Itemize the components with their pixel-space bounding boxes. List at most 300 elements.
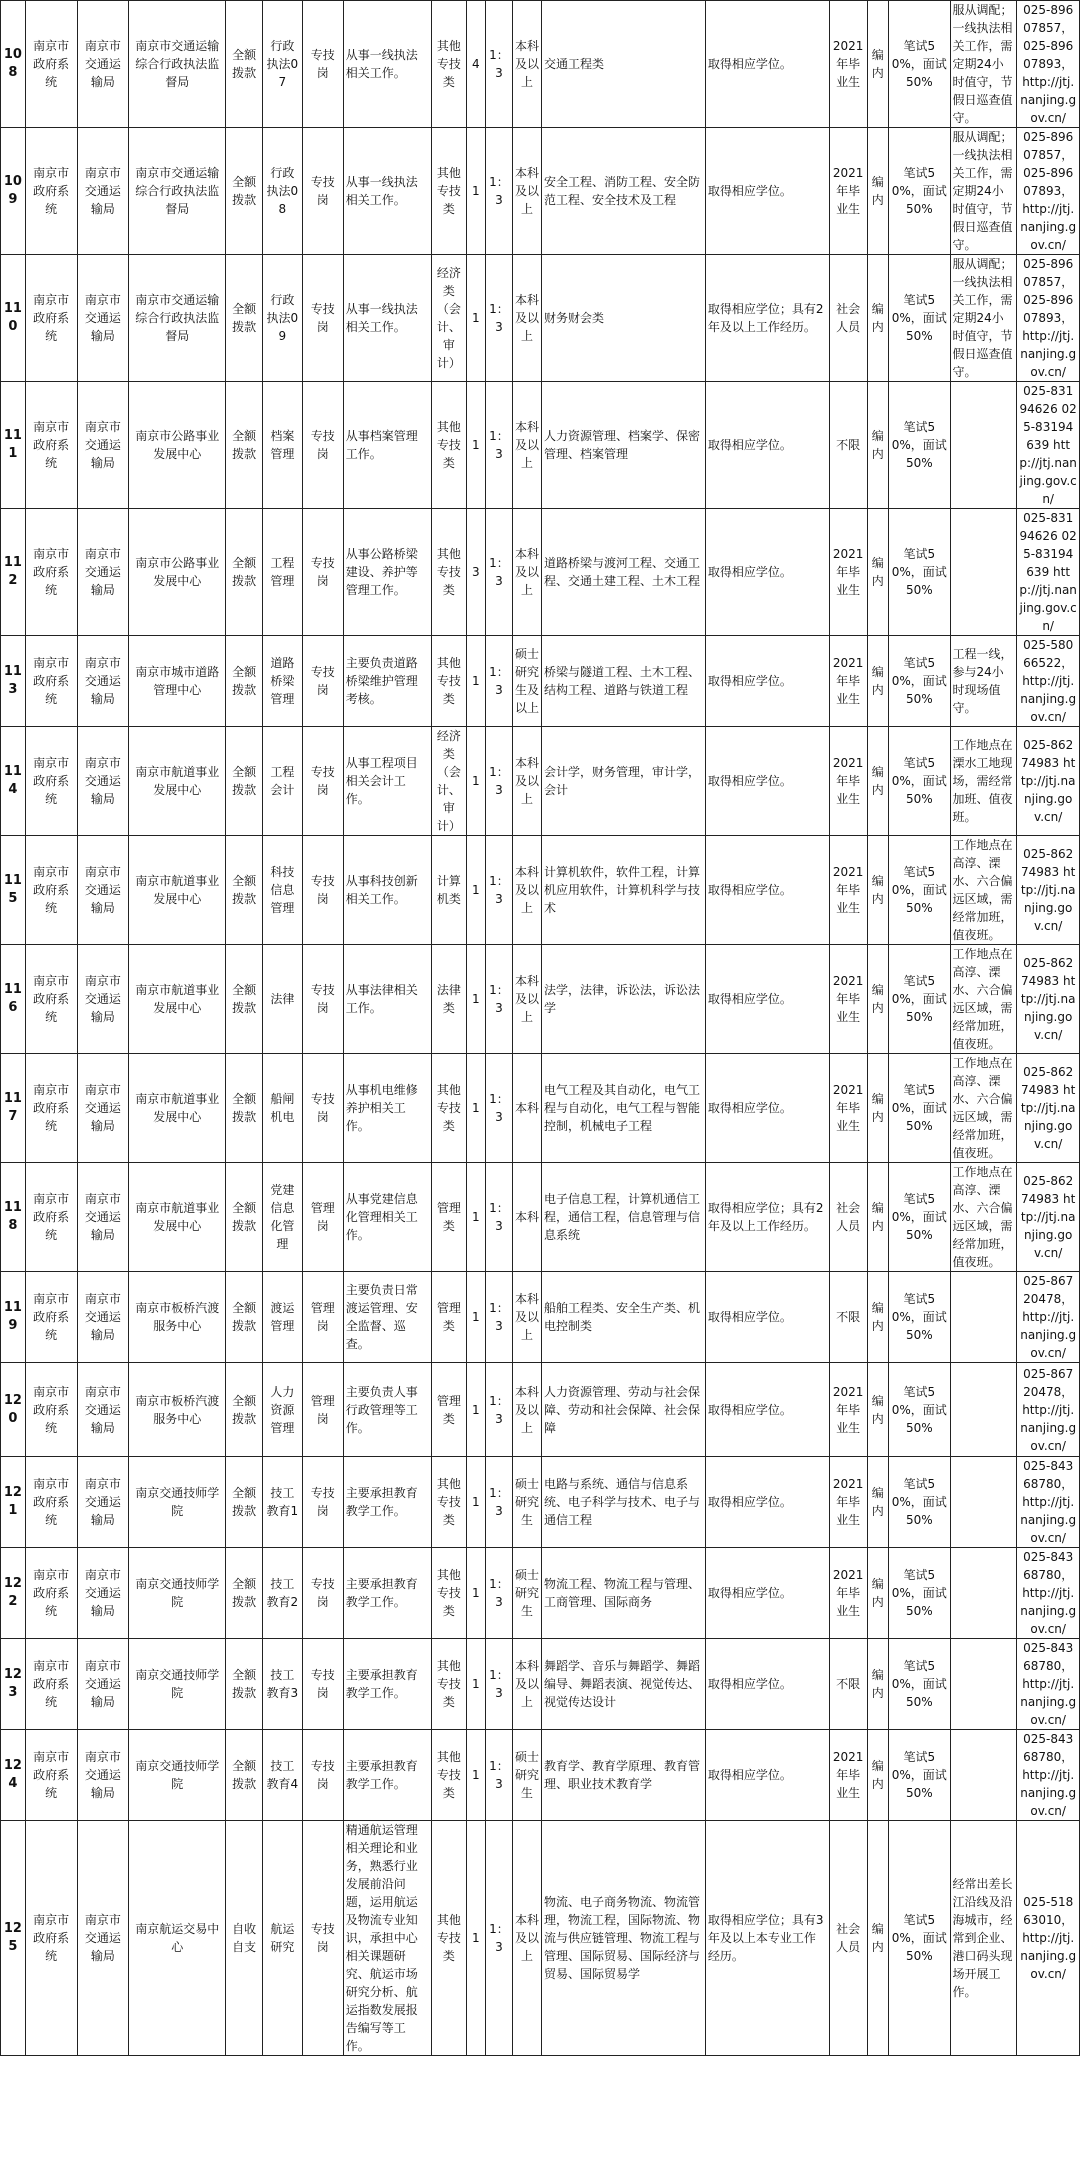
remarks: [950, 1272, 1017, 1363]
exam-ratio: 1：3: [485, 1730, 512, 1821]
position-type: 专技岗: [302, 1054, 343, 1163]
education-requirement: 本科及以上: [512, 836, 541, 945]
education-requirement: 本科及以上: [512, 1639, 541, 1730]
applicant-target: 2021年毕业生: [829, 727, 867, 836]
position-type: 专技岗: [302, 1639, 343, 1730]
hiring-unit: 南京市航道事业发展中心: [129, 727, 226, 836]
staffing-type: 编内: [867, 382, 889, 509]
other-requirement: 取得相应学位；具有3年及以上本专业工作经历。: [705, 1821, 829, 2056]
hiring-unit: 南京市板桥汽渡服务中心: [129, 1363, 226, 1457]
funding-type: 全额拨款: [226, 1272, 263, 1363]
contact-info: 025-58066522，http://jtj.nanjing.gov.cn/: [1017, 636, 1080, 727]
staffing-type: 编内: [867, 945, 889, 1054]
other-requirement: 取得相应学位。: [705, 1272, 829, 1363]
position-category: 其他专技类: [432, 1548, 466, 1639]
remarks: [950, 382, 1017, 509]
contact-info: 025-89607857，025-89607893，http://jtj.nanjing.gov.cn/: [1017, 1, 1080, 128]
contact-info: 025-83194626 025-83194639 http://jtj.nanjing.gov.cn/: [1017, 509, 1080, 636]
major-requirement: 道路桥梁与渡河工程、交通工程、交通土建工程、土木工程: [542, 509, 706, 636]
contact-info: 025-86274983 http://jtj.nanjing.gov.cn/: [1017, 1054, 1080, 1163]
hiring-authority: 南京市交通运输局: [77, 1272, 129, 1363]
row-number: 113: [1, 636, 26, 727]
major-requirement: 电子信息工程，计算机通信工程，通信工程，信息管理与信息系统: [542, 1163, 706, 1272]
table-row: [1, 945, 1080, 1054]
position-category: 其他专技类: [432, 128, 466, 255]
position-name: 航运研究: [262, 1821, 302, 2056]
funding-type: 全额拨款: [226, 1363, 263, 1457]
contact-info: 025-86720478，http://jtj.nanjing.gov.cn/: [1017, 1363, 1080, 1457]
education-requirement: 本科及以上: [512, 255, 541, 382]
position-name: 行政执法07: [262, 1, 302, 128]
remarks: 工作地点在溧水工地现场，需经常加班、值夜班。: [950, 727, 1017, 836]
major-requirement: 电气工程及其自动化，电气工程与自动化，电气工程与智能控制，机械电子工程: [542, 1054, 706, 1163]
headcount: 1: [466, 945, 485, 1054]
row-number: 121: [1, 1457, 26, 1548]
table-row: [1, 836, 1080, 945]
funding-type: 全额拨款: [226, 1639, 263, 1730]
position-type: 管理岗: [302, 1163, 343, 1272]
education-requirement: 硕士研究生: [512, 1457, 541, 1548]
department-system: 南京市政府系统: [25, 836, 77, 945]
funding-type: 全额拨款: [226, 945, 263, 1054]
funding-type: 全额拨款: [226, 382, 263, 509]
funding-type: 全额拨款: [226, 1457, 263, 1548]
department-system: 南京市政府系统: [25, 1457, 77, 1548]
exam-ratio: 1：3: [485, 255, 512, 382]
exam-ratio: 1：3: [485, 1457, 512, 1548]
applicant-target: 2021年毕业生: [829, 636, 867, 727]
other-requirement: 取得相应学位。: [705, 945, 829, 1054]
score-weighting: 笔试50%，面试50%: [889, 636, 950, 727]
headcount: 1: [466, 1548, 485, 1639]
funding-type: 全额拨款: [226, 636, 263, 727]
hiring-authority: 南京市交通运输局: [77, 1163, 129, 1272]
exam-ratio: 1：3: [485, 509, 512, 636]
hiring-unit: 南京交通技师学院: [129, 1639, 226, 1730]
position-name: 技工教育1: [262, 1457, 302, 1548]
staffing-type: 编内: [867, 1639, 889, 1730]
major-requirement: 物流、电子商务物流、物流管理，物流工程，国际物流、物流与供应链管理、物流工程与管理、国际贸易、国际经济与贸易、国际贸易学: [542, 1821, 706, 2056]
hiring-authority: 南京市交通运输局: [77, 836, 129, 945]
education-requirement: 硕士研究生: [512, 1730, 541, 1821]
score-weighting: 笔试50%，面试50%: [889, 1054, 950, 1163]
headcount: 1: [466, 1457, 485, 1548]
education-requirement: 硕士研究生及以上: [512, 636, 541, 727]
applicant-target: 2021年毕业生: [829, 509, 867, 636]
hiring-unit: 南京市板桥汽渡服务中心: [129, 1272, 226, 1363]
staffing-type: 编内: [867, 1054, 889, 1163]
other-requirement: 取得相应学位。: [705, 1730, 829, 1821]
headcount: 1: [466, 1272, 485, 1363]
exam-ratio: 1：3: [485, 1639, 512, 1730]
position-description: 精通航运管理相关理论和业务，熟悉行业发展前沿问题，运用航运及物流专业知识，承担中心相关课题研究、航运市场研究分析、航运指数发展报告编写等工作。: [343, 1821, 431, 2056]
headcount: 1: [466, 1054, 485, 1163]
department-system: 南京市政府系统: [25, 1163, 77, 1272]
other-requirement: 取得相应学位。: [705, 636, 829, 727]
education-requirement: 本科及以上: [512, 945, 541, 1054]
headcount: 1: [466, 636, 485, 727]
applicant-target: 社会人员: [829, 1821, 867, 2056]
position-description: 主要负责道路桥梁维护管理考核。: [343, 636, 431, 727]
department-system: 南京市政府系统: [25, 636, 77, 727]
major-requirement: 船舶工程类、安全生产类、机电控制类: [542, 1272, 706, 1363]
row-number: 112: [1, 509, 26, 636]
position-description: 从事机电维修养护相关工作。: [343, 1054, 431, 1163]
major-requirement: 人力资源管理、劳动与社会保障、劳动和社会保障、社会保障: [542, 1363, 706, 1457]
position-type: 专技岗: [302, 1457, 343, 1548]
score-weighting: 笔试50%，面试50%: [889, 836, 950, 945]
hiring-authority: 南京市交通运输局: [77, 1363, 129, 1457]
contact-info: 025-84368780，http://jtj.nanjing.gov.cn/: [1017, 1457, 1080, 1548]
score-weighting: 笔试50%，面试50%: [889, 128, 950, 255]
hiring-unit: 南京市公路事业发展中心: [129, 509, 226, 636]
contact-info: 025-86274983 http://jtj.nanjing.gov.cn/: [1017, 727, 1080, 836]
staffing-type: 编内: [867, 509, 889, 636]
row-number: 110: [1, 255, 26, 382]
row-number: 124: [1, 1730, 26, 1821]
applicant-target: 2021年毕业生: [829, 1730, 867, 1821]
hiring-authority: 南京市交通运输局: [77, 636, 129, 727]
position-description: 主要承担教育教学工作。: [343, 1730, 431, 1821]
exam-ratio: 1：3: [485, 382, 512, 509]
headcount: 1: [466, 1821, 485, 2056]
headcount: 3: [466, 509, 485, 636]
position-category: 其他专技类: [432, 382, 466, 509]
position-type: 专技岗: [302, 636, 343, 727]
headcount: 1: [466, 1163, 485, 1272]
headcount: 1: [466, 382, 485, 509]
staffing-type: 编内: [867, 727, 889, 836]
position-category: 其他专技类: [432, 1, 466, 128]
table-row: [1, 1639, 1080, 1730]
row-number: 123: [1, 1639, 26, 1730]
contact-info: 025-86720478，http://jtj.nanjing.gov.cn/: [1017, 1272, 1080, 1363]
position-name: 道路桥梁管理: [262, 636, 302, 727]
position-type: 专技岗: [302, 727, 343, 836]
education-requirement: 本科及以上: [512, 128, 541, 255]
table-row: [1, 382, 1080, 509]
department-system: 南京市政府系统: [25, 1054, 77, 1163]
position-description: 从事档案管理工作。: [343, 382, 431, 509]
row-number: 120: [1, 1363, 26, 1457]
row-number: 116: [1, 945, 26, 1054]
row-number: 109: [1, 128, 26, 255]
hiring-authority: 南京市交通运输局: [77, 1730, 129, 1821]
table-row: [1, 509, 1080, 636]
other-requirement: 取得相应学位。: [705, 1639, 829, 1730]
hiring-authority: 南京市交通运输局: [77, 1054, 129, 1163]
position-description: 从事党建信息化管理相关工作。: [343, 1163, 431, 1272]
contact-info: 025-89607857，025-89607893，http://jtj.nanjing.gov.cn/: [1017, 255, 1080, 382]
contact-info: 025-84368780，http://jtj.nanjing.gov.cn/: [1017, 1730, 1080, 1821]
education-requirement: 本科: [512, 1054, 541, 1163]
department-system: 南京市政府系统: [25, 945, 77, 1054]
major-requirement: 人力资源管理、档案学、保密管理、档案管理: [542, 382, 706, 509]
remarks: 工作地点在高淳、溧水、六合偏远区域，需经常加班，值夜班。: [950, 945, 1017, 1054]
funding-type: 全额拨款: [226, 1730, 263, 1821]
department-system: 南京市政府系统: [25, 1821, 77, 2056]
position-category: 管理类: [432, 1163, 466, 1272]
remarks: [950, 1548, 1017, 1639]
position-description: 从事一线执法相关工作。: [343, 1, 431, 128]
position-type: 专技岗: [302, 836, 343, 945]
score-weighting: 笔试50%，面试50%: [889, 1548, 950, 1639]
row-number: 118: [1, 1163, 26, 1272]
remarks: 工作地点在高淳、溧水、六合偏远区域，需经常加班，值夜班。: [950, 1163, 1017, 1272]
education-requirement: 本科及以上: [512, 1363, 541, 1457]
funding-type: 全额拨款: [226, 1054, 263, 1163]
contact-info: 025-83194626 025-83194639 http://jtj.nanjing.gov.cn/: [1017, 382, 1080, 509]
position-category: 管理类: [432, 1363, 466, 1457]
contact-info: 025-84368780，http://jtj.nanjing.gov.cn/: [1017, 1548, 1080, 1639]
department-system: 南京市政府系统: [25, 727, 77, 836]
position-category: 法律类: [432, 945, 466, 1054]
position-category: 其他专技类: [432, 1821, 466, 2056]
hiring-unit: 南京市航道事业发展中心: [129, 945, 226, 1054]
funding-type: 全额拨款: [226, 727, 263, 836]
position-name: 工程会计: [262, 727, 302, 836]
table-row: [1, 128, 1080, 255]
score-weighting: 笔试50%，面试50%: [889, 945, 950, 1054]
position-type: 专技岗: [302, 945, 343, 1054]
applicant-target: 不限: [829, 1639, 867, 1730]
hiring-authority: 南京市交通运输局: [77, 509, 129, 636]
remarks: [950, 1363, 1017, 1457]
hiring-authority: 南京市交通运输局: [77, 382, 129, 509]
department-system: 南京市政府系统: [25, 1, 77, 128]
hiring-unit: 南京航运交易中心: [129, 1821, 226, 2056]
score-weighting: 笔试50%，面试50%: [889, 255, 950, 382]
position-category: 其他专技类: [432, 1457, 466, 1548]
exam-ratio: 1：3: [485, 945, 512, 1054]
hiring-authority: 南京市交通运输局: [77, 945, 129, 1054]
major-requirement: 财务财会类: [542, 255, 706, 382]
hiring-authority: 南京市交通运输局: [77, 128, 129, 255]
other-requirement: 取得相应学位。: [705, 1, 829, 128]
position-type: 管理岗: [302, 1363, 343, 1457]
position-type: 专技岗: [302, 509, 343, 636]
applicant-target: 2021年毕业生: [829, 1363, 867, 1457]
other-requirement: 取得相应学位；具有2年及以上工作经历。: [705, 1163, 829, 1272]
table-row: [1, 1548, 1080, 1639]
hiring-unit: 南京市公路事业发展中心: [129, 382, 226, 509]
contact-info: 025-86274983 http://jtj.nanjing.gov.cn/: [1017, 1163, 1080, 1272]
row-number: 108: [1, 1, 26, 128]
funding-type: 全额拨款: [226, 836, 263, 945]
staffing-type: 编内: [867, 1548, 889, 1639]
applicant-target: 2021年毕业生: [829, 1457, 867, 1548]
position-name: 技工教育2: [262, 1548, 302, 1639]
department-system: 南京市政府系统: [25, 255, 77, 382]
funding-type: 全额拨款: [226, 1163, 263, 1272]
hiring-unit: 南京市航道事业发展中心: [129, 1054, 226, 1163]
position-name: 人力资源管理: [262, 1363, 302, 1457]
position-category: 其他专技类: [432, 509, 466, 636]
position-name: 技工教育4: [262, 1730, 302, 1821]
staffing-type: 编内: [867, 1457, 889, 1548]
position-description: 从事一线执法相关工作。: [343, 255, 431, 382]
row-number: 117: [1, 1054, 26, 1163]
education-requirement: 本科及以上: [512, 509, 541, 636]
position-description: 从事科技创新相关工作。: [343, 836, 431, 945]
headcount: 1: [466, 727, 485, 836]
hiring-authority: 南京市交通运输局: [77, 1548, 129, 1639]
table-row: [1, 1163, 1080, 1272]
exam-ratio: 1：3: [485, 1, 512, 128]
position-name: 工程管理: [262, 509, 302, 636]
headcount: 4: [466, 1, 485, 128]
exam-ratio: 1：3: [485, 1548, 512, 1639]
position-name: 法律: [262, 945, 302, 1054]
major-requirement: 电路与系统、通信与信息系统、电子科学与技术、电子与通信工程: [542, 1457, 706, 1548]
staffing-type: 编内: [867, 1272, 889, 1363]
other-requirement: 取得相应学位；具有2年及以上工作经历。: [705, 255, 829, 382]
exam-ratio: 1：3: [485, 1272, 512, 1363]
table-row: [1, 1457, 1080, 1548]
staffing-type: 编内: [867, 1730, 889, 1821]
position-type: 专技岗: [302, 1730, 343, 1821]
hiring-unit: 南京市交通运输综合行政执法监督局: [129, 1, 226, 128]
hiring-unit: 南京交通技师学院: [129, 1548, 226, 1639]
funding-type: 全额拨款: [226, 128, 263, 255]
position-name: 技工教育3: [262, 1639, 302, 1730]
applicant-target: 不限: [829, 1272, 867, 1363]
hiring-unit: 南京市航道事业发展中心: [129, 1163, 226, 1272]
staffing-type: 编内: [867, 1, 889, 128]
hiring-authority: 南京市交通运输局: [77, 1821, 129, 2056]
education-requirement: 本科: [512, 1163, 541, 1272]
exam-ratio: 1：3: [485, 636, 512, 727]
position-category: 管理类: [432, 1272, 466, 1363]
department-system: 南京市政府系统: [25, 382, 77, 509]
position-type: 专技岗: [302, 255, 343, 382]
education-requirement: 本科及以上: [512, 1, 541, 128]
staffing-type: 编内: [867, 128, 889, 255]
position-type: 专技岗: [302, 382, 343, 509]
hiring-unit: 南京交通技师学院: [129, 1730, 226, 1821]
hiring-unit: 南京市城市道路管理中心: [129, 636, 226, 727]
staffing-type: 编内: [867, 255, 889, 382]
headcount: 1: [466, 255, 485, 382]
position-type: 专技岗: [302, 128, 343, 255]
staffing-type: 编内: [867, 1363, 889, 1457]
table-row: [1, 1730, 1080, 1821]
row-number: 122: [1, 1548, 26, 1639]
score-weighting: 笔试50%，面试50%: [889, 1163, 950, 1272]
hiring-authority: 南京市交通运输局: [77, 727, 129, 836]
department-system: 南京市政府系统: [25, 128, 77, 255]
funding-type: 自收自支: [226, 1821, 263, 2056]
score-weighting: 笔试50%，面试50%: [889, 1363, 950, 1457]
major-requirement: 法学，法律，诉讼法，诉讼法学: [542, 945, 706, 1054]
position-type: 专技岗: [302, 1, 343, 128]
major-requirement: 教育学、教育学原理、教育管理、职业技术教育学: [542, 1730, 706, 1821]
position-category: 其他专技类: [432, 1730, 466, 1821]
remarks: 工作地点在高淳、溧水、六合偏远区域，需经常加班，值夜班。: [950, 836, 1017, 945]
funding-type: 全额拨款: [226, 255, 263, 382]
position-name: 行政执法09: [262, 255, 302, 382]
row-number: 125: [1, 1821, 26, 2056]
remarks: [950, 1730, 1017, 1821]
score-weighting: 笔试50%，面试50%: [889, 1639, 950, 1730]
applicant-target: 不限: [829, 382, 867, 509]
staffing-type: 编内: [867, 1821, 889, 2056]
department-system: 南京市政府系统: [25, 1730, 77, 1821]
exam-ratio: 1：3: [485, 727, 512, 836]
applicant-target: 社会人员: [829, 255, 867, 382]
other-requirement: 取得相应学位。: [705, 1457, 829, 1548]
remarks: 工程一线，参与24小时现场值守。: [950, 636, 1017, 727]
position-name: 渡运管理: [262, 1272, 302, 1363]
row-number: 115: [1, 836, 26, 945]
funding-type: 全额拨款: [226, 509, 263, 636]
remarks: [950, 1457, 1017, 1548]
position-category: 其他专技类: [432, 1639, 466, 1730]
major-requirement: 物流工程、物流工程与管理、工商管理、国际商务: [542, 1548, 706, 1639]
funding-type: 全额拨款: [226, 1, 263, 128]
score-weighting: 笔试50%，面试50%: [889, 1, 950, 128]
exam-ratio: 1：3: [485, 1363, 512, 1457]
position-description: 从事工程项目相关会计工作。: [343, 727, 431, 836]
education-requirement: 本科及以上: [512, 727, 541, 836]
position-type: 管理岗: [302, 1272, 343, 1363]
funding-type: 全额拨款: [226, 1548, 263, 1639]
table-row: [1, 1, 1080, 128]
staffing-type: 编内: [867, 1163, 889, 1272]
headcount: 1: [466, 128, 485, 255]
other-requirement: 取得相应学位。: [705, 509, 829, 636]
exam-ratio: 1：3: [485, 1054, 512, 1163]
other-requirement: 取得相应学位。: [705, 1054, 829, 1163]
headcount: 1: [466, 1639, 485, 1730]
table-row: [1, 255, 1080, 382]
hiring-unit: 南京市交通运输综合行政执法监督局: [129, 255, 226, 382]
score-weighting: 笔试50%，面试50%: [889, 727, 950, 836]
position-name: 档案管理: [262, 382, 302, 509]
table-row: [1, 1821, 1080, 2056]
position-category: 经济类（会计、审计）: [432, 255, 466, 382]
applicant-target: 2021年毕业生: [829, 1054, 867, 1163]
position-category: 计算机类: [432, 836, 466, 945]
table-row: [1, 636, 1080, 727]
position-description: 主要负责人事行政管理等工作。: [343, 1363, 431, 1457]
staffing-type: 编内: [867, 636, 889, 727]
position-description: 从事一线执法相关工作。: [343, 128, 431, 255]
score-weighting: 笔试50%，面试50%: [889, 1821, 950, 2056]
score-weighting: 笔试50%，面试50%: [889, 382, 950, 509]
education-requirement: 本科及以上: [512, 1272, 541, 1363]
other-requirement: 取得相应学位。: [705, 382, 829, 509]
table-row: [1, 1363, 1080, 1457]
other-requirement: 取得相应学位。: [705, 1363, 829, 1457]
position-type: 专技岗: [302, 1548, 343, 1639]
applicant-target: 2021年毕业生: [829, 836, 867, 945]
hiring-authority: 南京市交通运输局: [77, 1, 129, 128]
position-description: 主要负责日常渡运管理、安全监督、巡查。: [343, 1272, 431, 1363]
headcount: 1: [466, 836, 485, 945]
remarks: 服从调配；一线执法相关工作，需定期24小时值守，节假日巡查值守。: [950, 255, 1017, 382]
position-description: 主要承担教育教学工作。: [343, 1457, 431, 1548]
hiring-authority: 南京市交通运输局: [77, 255, 129, 382]
applicant-target: 2021年毕业生: [829, 1, 867, 128]
department-system: 南京市政府系统: [25, 1548, 77, 1639]
contact-info: 025-51863010，http://jtj.nanjing.gov.cn/: [1017, 1821, 1080, 2056]
major-requirement: 安全工程、消防工程、安全防范工程、安全技术及工程: [542, 128, 706, 255]
position-type: 专技岗: [302, 1821, 343, 2056]
department-system: 南京市政府系统: [25, 1272, 77, 1363]
staffing-type: 编内: [867, 836, 889, 945]
position-description: 从事公路桥梁建设、养护等管理工作。: [343, 509, 431, 636]
